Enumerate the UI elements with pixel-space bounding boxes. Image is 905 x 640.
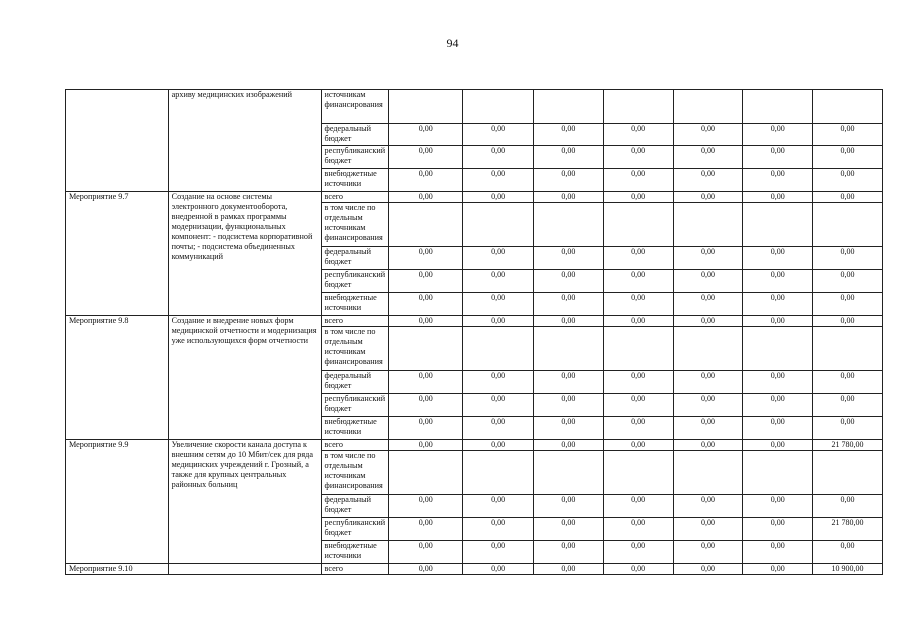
amount-cell bbox=[813, 203, 883, 247]
amount-cell: 21 780,00 bbox=[813, 518, 883, 541]
amount-cell bbox=[603, 451, 673, 495]
amount-cell: 0,00 bbox=[673, 440, 743, 451]
amount-cell: 0,00 bbox=[673, 146, 743, 169]
table-row bbox=[66, 316, 883, 327]
amount-cell: 0,00 bbox=[389, 564, 463, 575]
amount-cell: 0,00 bbox=[463, 192, 534, 203]
amount-cell bbox=[743, 327, 813, 371]
amount-cell: 0,00 bbox=[603, 394, 673, 417]
amount-cell: 0,00 bbox=[603, 192, 673, 203]
amount-cell: 0,00 bbox=[533, 371, 603, 394]
amount-cell bbox=[673, 203, 743, 247]
action-id-cell: Мероприятие 9.9 bbox=[66, 440, 169, 564]
amount-cell bbox=[389, 90, 463, 124]
amount-cell: 0,00 bbox=[533, 169, 603, 192]
amount-cell bbox=[743, 90, 813, 124]
amount-cell bbox=[533, 451, 603, 495]
funding-source-cell: республиканский бюджет bbox=[321, 270, 389, 293]
amount-cell: 0,00 bbox=[389, 192, 463, 203]
amount-cell bbox=[533, 90, 603, 124]
amount-cell: 0,00 bbox=[673, 192, 743, 203]
amount-cell: 0,00 bbox=[673, 371, 743, 394]
amount-cell: 0,00 bbox=[463, 417, 534, 440]
action-description-cell: архиву медицинских изображений bbox=[168, 90, 321, 192]
amount-cell: 0,00 bbox=[603, 270, 673, 293]
funding-source-cell: в том числе по отдельным источникам финансирования bbox=[321, 451, 389, 495]
amount-cell: 0,00 bbox=[463, 124, 534, 146]
amount-cell: 0,00 bbox=[533, 417, 603, 440]
page-number: 94 bbox=[446, 36, 459, 50]
action-id-cell: Мероприятие 9.7 bbox=[66, 192, 169, 316]
amount-cell: 0,00 bbox=[813, 371, 883, 394]
table-row bbox=[66, 564, 883, 575]
amount-cell: 0,00 bbox=[603, 541, 673, 564]
amount-cell: 0,00 bbox=[673, 564, 743, 575]
table-body bbox=[66, 90, 883, 575]
amount-cell: 0,00 bbox=[463, 394, 534, 417]
amount-cell: 0,00 bbox=[813, 247, 883, 270]
funding-source-cell: республиканский бюджет bbox=[321, 146, 389, 169]
amount-cell: 0,00 bbox=[463, 146, 534, 169]
amount-cell: 0,00 bbox=[603, 417, 673, 440]
amount-cell bbox=[673, 90, 743, 124]
amount-cell: 0,00 bbox=[743, 270, 813, 293]
amount-cell: 0,00 bbox=[673, 270, 743, 293]
amount-cell bbox=[813, 90, 883, 124]
action-id-cell: Мероприятие 9.8 bbox=[66, 316, 169, 440]
funding-source-cell: федеральный бюджет bbox=[321, 247, 389, 270]
funding-source-cell: республиканский бюджет bbox=[321, 518, 389, 541]
amount-cell: 0,00 bbox=[743, 495, 813, 518]
amount-cell: 0,00 bbox=[533, 518, 603, 541]
amount-cell: 0,00 bbox=[389, 316, 463, 327]
amount-cell: 0,00 bbox=[533, 124, 603, 146]
amount-cell: 0,00 bbox=[603, 124, 673, 146]
amount-cell: 0,00 bbox=[533, 316, 603, 327]
amount-cell: 0,00 bbox=[673, 293, 743, 316]
action-description-cell: Создание на основе системы электронного документооборота, внедренной в рамках программы модернизации, функциональных компонент: - подсистема корпоративной почты; - подсистема объединенных коммуникаций bbox=[168, 192, 321, 316]
action-id-cell: Мероприятие 9.10 bbox=[66, 564, 169, 575]
amount-cell bbox=[389, 203, 463, 247]
amount-cell bbox=[463, 327, 534, 371]
amount-cell: 0,00 bbox=[743, 316, 813, 327]
amount-cell bbox=[813, 451, 883, 495]
funding-source-cell: федеральный бюджет bbox=[321, 124, 389, 146]
amount-cell: 0,00 bbox=[743, 192, 813, 203]
amount-cell: 0,00 bbox=[533, 564, 603, 575]
funding-source-cell: внебюджетные источники bbox=[321, 293, 389, 316]
amount-cell: 0,00 bbox=[673, 518, 743, 541]
amount-cell: 0,00 bbox=[743, 169, 813, 192]
amount-cell bbox=[673, 327, 743, 371]
amount-cell: 0,00 bbox=[533, 293, 603, 316]
amount-cell: 0,00 bbox=[813, 316, 883, 327]
amount-cell bbox=[533, 203, 603, 247]
amount-cell: 0,00 bbox=[463, 316, 534, 327]
amount-cell: 0,00 bbox=[673, 541, 743, 564]
amount-cell: 0,00 bbox=[673, 169, 743, 192]
amount-cell: 0,00 bbox=[673, 247, 743, 270]
amount-cell: 0,00 bbox=[463, 440, 534, 451]
funding-source-cell: источникам финансирования bbox=[321, 90, 389, 124]
amount-cell: 0,00 bbox=[389, 270, 463, 293]
action-description-cell: Создание и внедрение новых форм медицинской отчетности и модернизация уже использующихся форм отчетности bbox=[168, 316, 321, 440]
amount-cell: 0,00 bbox=[743, 247, 813, 270]
amount-cell: 0,00 bbox=[389, 293, 463, 316]
amount-cell: 0,00 bbox=[389, 440, 463, 451]
amount-cell: 0,00 bbox=[463, 270, 534, 293]
amount-cell: 0,00 bbox=[389, 394, 463, 417]
amount-cell: 0,00 bbox=[813, 293, 883, 316]
amount-cell: 0,00 bbox=[813, 417, 883, 440]
amount-cell: 0,00 bbox=[813, 495, 883, 518]
amount-cell: 0,00 bbox=[533, 495, 603, 518]
amount-cell: 21 780,00 bbox=[813, 440, 883, 451]
amount-cell: 0,00 bbox=[463, 564, 534, 575]
action-id-cell bbox=[66, 90, 169, 192]
amount-cell: 0,00 bbox=[743, 518, 813, 541]
amount-cell: 0,00 bbox=[463, 371, 534, 394]
amount-cell: 0,00 bbox=[463, 518, 534, 541]
amount-cell: 0,00 bbox=[389, 541, 463, 564]
funding-source-cell: внебюджетные источники bbox=[321, 417, 389, 440]
amount-cell: 0,00 bbox=[603, 316, 673, 327]
amount-cell: 0,00 bbox=[389, 124, 463, 146]
funding-source-cell: всего bbox=[321, 440, 389, 451]
amount-cell: 0,00 bbox=[603, 247, 673, 270]
amount-cell: 0,00 bbox=[533, 270, 603, 293]
table-row bbox=[66, 440, 883, 451]
amount-cell: 0,00 bbox=[813, 146, 883, 169]
amount-cell: 0,00 bbox=[813, 124, 883, 146]
amount-cell: 0,00 bbox=[743, 440, 813, 451]
amount-cell bbox=[603, 203, 673, 247]
funding-source-cell: в том числе по отдельным источникам финансирования bbox=[321, 203, 389, 247]
amount-cell bbox=[603, 327, 673, 371]
funding-source-cell: внебюджетные источники bbox=[321, 169, 389, 192]
amount-cell: 0,00 bbox=[463, 541, 534, 564]
amount-cell: 0,00 bbox=[673, 124, 743, 146]
amount-cell: 0,00 bbox=[603, 440, 673, 451]
amount-cell: 0,00 bbox=[813, 541, 883, 564]
amount-cell: 0,00 bbox=[603, 564, 673, 575]
amount-cell: 0,00 bbox=[603, 518, 673, 541]
amount-cell: 0,00 bbox=[533, 146, 603, 169]
amount-cell: 0,00 bbox=[673, 394, 743, 417]
amount-cell: 0,00 bbox=[463, 247, 534, 270]
amount-cell: 0,00 bbox=[603, 293, 673, 316]
funding-source-cell: в том числе по отдельным источникам финансирования bbox=[321, 327, 389, 371]
amount-cell: 0,00 bbox=[389, 518, 463, 541]
amount-cell: 0,00 bbox=[463, 495, 534, 518]
amount-cell bbox=[463, 90, 534, 124]
amount-cell bbox=[673, 451, 743, 495]
amount-cell: 0,00 bbox=[743, 293, 813, 316]
funding-source-cell: республиканский бюджет bbox=[321, 394, 389, 417]
amount-cell: 0,00 bbox=[533, 192, 603, 203]
amount-cell: 10 900,00 bbox=[813, 564, 883, 575]
amount-cell bbox=[603, 90, 673, 124]
amount-cell: 0,00 bbox=[603, 146, 673, 169]
amount-cell: 0,00 bbox=[743, 371, 813, 394]
amount-cell: 0,00 bbox=[533, 247, 603, 270]
table-row bbox=[66, 90, 883, 124]
amount-cell: 0,00 bbox=[603, 169, 673, 192]
amount-cell: 0,00 bbox=[533, 440, 603, 451]
amount-cell: 0,00 bbox=[389, 371, 463, 394]
funding-source-cell: всего bbox=[321, 564, 389, 575]
amount-cell: 0,00 bbox=[743, 394, 813, 417]
amount-cell: 0,00 bbox=[743, 541, 813, 564]
amount-cell: 0,00 bbox=[743, 417, 813, 440]
funding-source-cell: федеральный бюджет bbox=[321, 495, 389, 518]
funding-source-cell: всего bbox=[321, 192, 389, 203]
table-row bbox=[66, 192, 883, 203]
financing-table bbox=[65, 89, 883, 575]
amount-cell bbox=[743, 203, 813, 247]
amount-cell: 0,00 bbox=[673, 316, 743, 327]
amount-cell: 0,00 bbox=[743, 124, 813, 146]
amount-cell: 0,00 bbox=[743, 146, 813, 169]
amount-cell: 0,00 bbox=[463, 293, 534, 316]
funding-source-cell: всего bbox=[321, 316, 389, 327]
amount-cell bbox=[813, 327, 883, 371]
amount-cell: 0,00 bbox=[389, 146, 463, 169]
amount-cell bbox=[463, 203, 534, 247]
amount-cell: 0,00 bbox=[389, 247, 463, 270]
amount-cell: 0,00 bbox=[673, 495, 743, 518]
amount-cell bbox=[743, 451, 813, 495]
amount-cell: 0,00 bbox=[389, 495, 463, 518]
amount-cell bbox=[389, 451, 463, 495]
amount-cell: 0,00 bbox=[533, 541, 603, 564]
funding-source-cell: федеральный бюджет bbox=[321, 371, 389, 394]
amount-cell bbox=[533, 327, 603, 371]
action-description-cell bbox=[168, 564, 321, 575]
amount-cell bbox=[463, 451, 534, 495]
amount-cell: 0,00 bbox=[743, 564, 813, 575]
amount-cell bbox=[389, 327, 463, 371]
amount-cell: 0,00 bbox=[533, 394, 603, 417]
action-description-cell: Увеличение скорости канала доступа к внешним сетям до 10 Мбит/сек для ряда медицинских учреждений г. Грозный, а также для крупных центральных районных больниц bbox=[168, 440, 321, 564]
amount-cell: 0,00 bbox=[813, 394, 883, 417]
funding-source-cell: внебюджетные источники bbox=[321, 541, 389, 564]
amount-cell: 0,00 bbox=[389, 417, 463, 440]
amount-cell: 0,00 bbox=[389, 169, 463, 192]
amount-cell: 0,00 bbox=[603, 371, 673, 394]
amount-cell: 0,00 bbox=[813, 192, 883, 203]
amount-cell: 0,00 bbox=[603, 495, 673, 518]
amount-cell: 0,00 bbox=[813, 270, 883, 293]
amount-cell: 0,00 bbox=[813, 169, 883, 192]
amount-cell: 0,00 bbox=[673, 417, 743, 440]
amount-cell: 0,00 bbox=[463, 169, 534, 192]
